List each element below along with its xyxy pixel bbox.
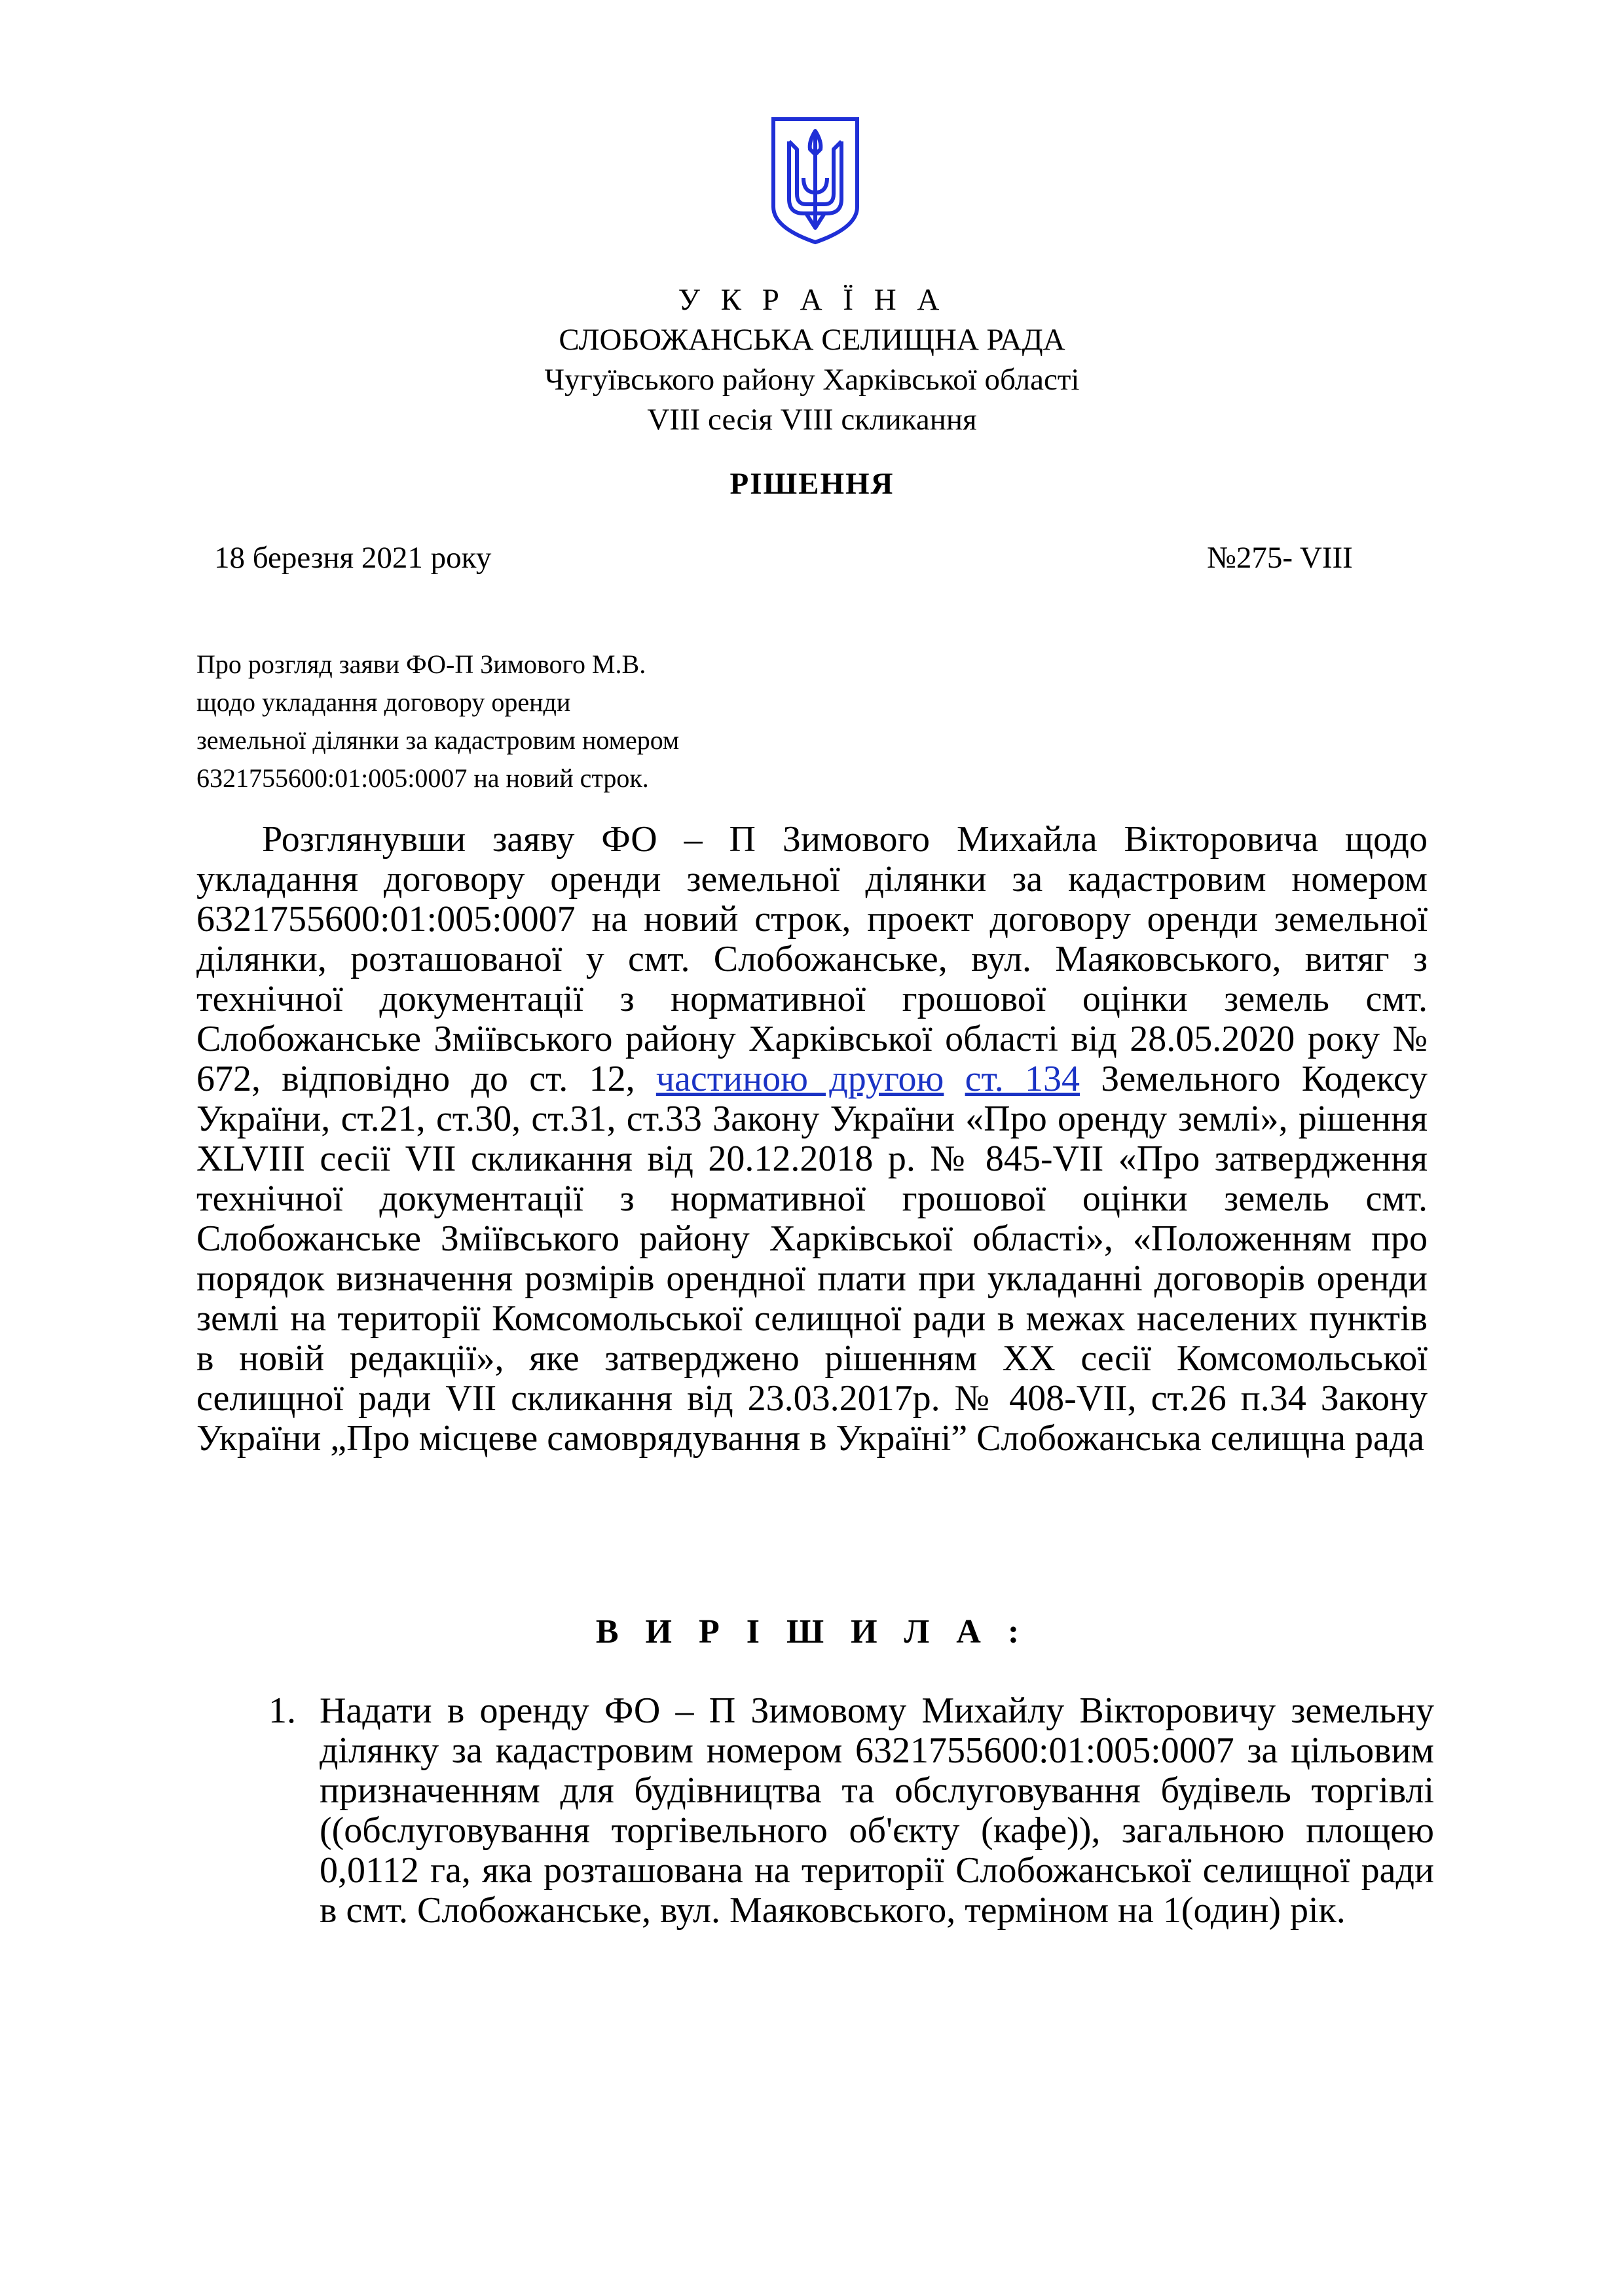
law-link-part-two[interactable]: частиною другою [655,1059,944,1099]
preamble-paragraph [196,820,1428,1459]
subject-line: 6321755600:01:005:0007 на новий строк. [196,763,649,793]
tryzub-coat-of-arms-icon [769,115,861,246]
document-title: РІШЕННЯ [729,467,895,501]
decision-subject [196,646,679,797]
law-link-article-134[interactable]: ст. 134 [965,1059,1080,1099]
header-council: СЛОБОЖАНСЬКА СЕЛИЩНА РАДА [559,323,1065,357]
subject-line: щодо укладання договору оренди [196,687,571,717]
subject-line: земельної ділянки за кадастровим номером [196,725,680,755]
header-district: Чугуївського району Харківської області [544,363,1080,397]
preamble-text-end: Земельного Кодексу України, ст.21, ст.30, ст.31, ст.33 Закону України «Про оренду землі», рішення XLVIII сесії VII скликання від 20.12.2018 р. № 845-VII «Про затвердження технічної документації з нормативної грошової оцінки земель смт. Слобожанське Зміївського району Харківської області», «Положенням про порядок визначення розмірів орендної плати при укладанні договорів оренди землі на території Комсомольської селищної ради в межах населених пунктів в новій редакції», яке затверджено рішенням XX сесії Комсомольської селищної ради VII скликання від 23.03.2017р. № 408-VII, ст.26 п.34 Закону України „Про місцеве самоврядування в Україні” Слобожанська селищна рада [196,1059,1428,1459]
list-item-number: 1. [268,1690,296,1731]
list-item-text: Надати в оренду ФО – П Зимовому Михайлу Вікторовичу земельну ділянку за кадастровим номером 6321755600:01:005:0007 за цільовим призначенням для будівництва та обслуговування будівель торгівлі ((обслуговування торгівельного об'єкту (кафе)), загальною площею 0,0112 га, яка розташована на території Слобожанської селищної ради в смт. Слобожанське, вул. Маяковського, терміном на 1(один) рік. [320,1690,1434,1931]
decided-heading: В И Р І Ш И Л А : [595,1613,1029,1650]
preamble-text-start: Розглянувши заяву ФО – П Зимового Михайла Вікторовича щодо укладання договору оренди земельної ділянки за кадастровим номером 6321755600:01:005:0007 на новий строк, проект договору оренди земельної ділянки, розташованої у смт. Слобожанське, вул. Маяковського, витяг з технічної документації з нормативної грошової оцінки земель смт. Слобожанське Зміївського району Харківської області від 28.05.2020 року № 672, відповідно до ст. 12, [196,819,1428,1099]
list-item [268,1691,1434,1931]
header-country: У К Р А Ї Н А [678,283,946,317]
decision-date: 18 березня 2021 року [214,541,492,575]
header-session: VIII сесія VIII скликання [647,403,977,437]
subject-line: Про розгляд заяви ФО-П Зимового М.В. [196,649,646,679]
decision-number: №275- VIII [1207,541,1353,575]
